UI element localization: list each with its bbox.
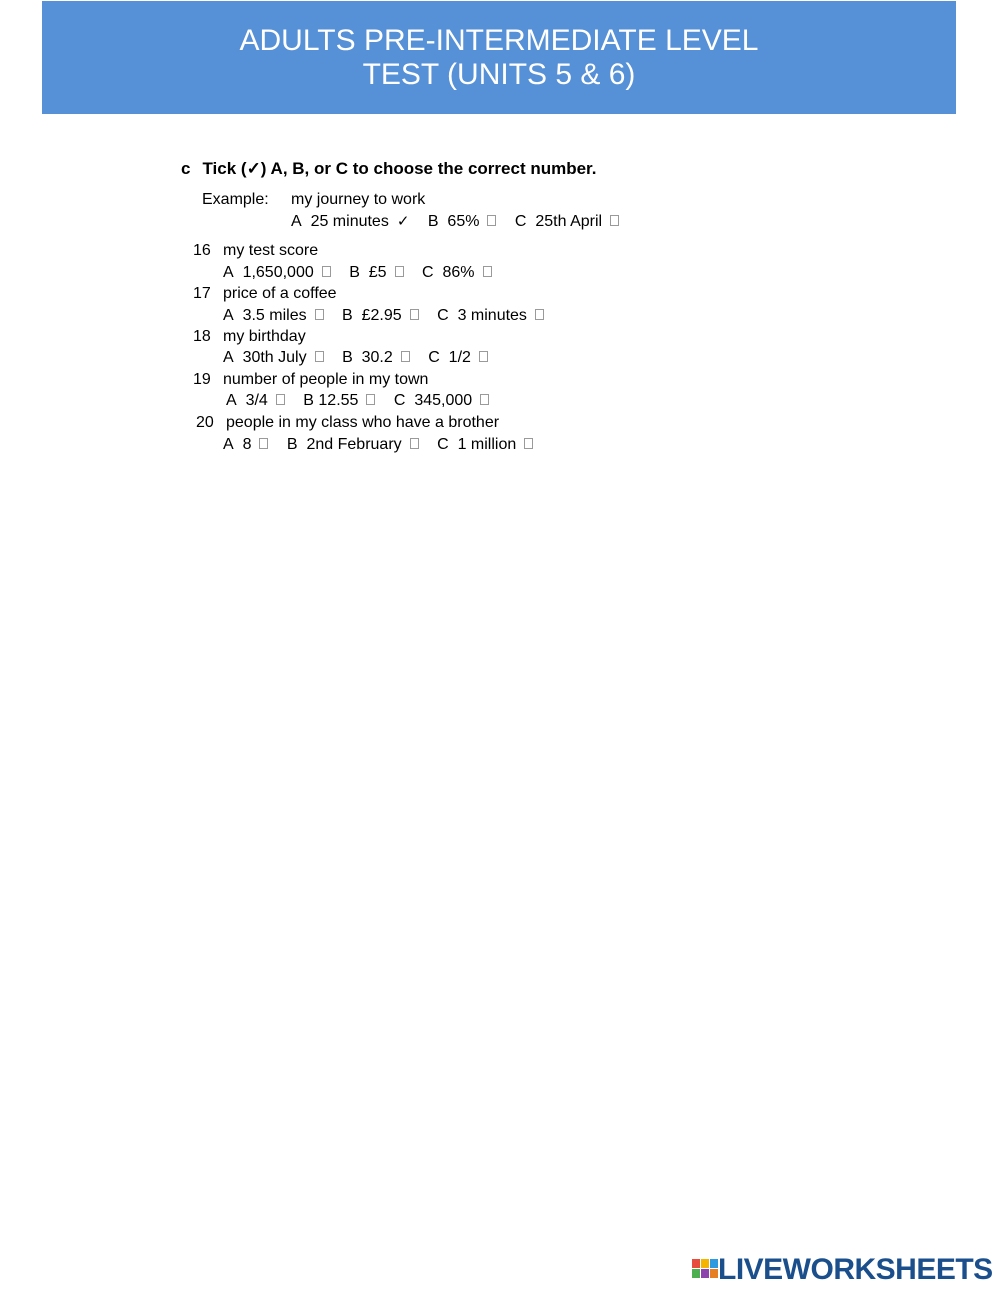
option-c: [437, 435, 533, 455]
question-19-options: [226, 391, 503, 411]
logo-blocks-icon: [692, 1259, 718, 1281]
checkbox[interactable]: [315, 309, 324, 320]
option-letter: C: [422, 264, 434, 281]
checkbox[interactable]: [410, 309, 419, 320]
question-18: [193, 327, 306, 347]
question-prompt: number of people in my town: [223, 371, 429, 388]
checkbox[interactable]: [535, 309, 544, 320]
question-16-options: [223, 263, 506, 283]
option-letter: B: [342, 307, 353, 324]
logo-block: [710, 1259, 718, 1268]
logo-block: [692, 1259, 700, 1268]
question-number: 19: [193, 371, 211, 388]
option-letter: C: [428, 349, 440, 366]
option-a: [223, 435, 268, 455]
option-text: 2nd February: [306, 436, 402, 453]
option-text: 345,000: [414, 392, 473, 409]
question-prompt: my test score: [223, 242, 319, 259]
option-text: 8: [242, 436, 252, 453]
option-text: 30.2: [361, 349, 393, 366]
instruction-text: Tick (✓) A, B, or C to choose the correct number.: [202, 159, 597, 178]
option-letter: A: [223, 307, 234, 324]
question-prompt: price of a coffee: [223, 285, 337, 302]
example-prompt: my journey to work: [291, 191, 426, 208]
checkbox[interactable]: [259, 438, 268, 449]
example-option-b: [428, 212, 497, 232]
question-prompt: people in my class who have a brother: [226, 414, 500, 431]
option-text: 3.5 miles: [242, 307, 307, 324]
option-a: [223, 348, 324, 368]
logo-block: [692, 1269, 700, 1278]
checkbox[interactable]: [401, 351, 410, 362]
option-letter: C: [393, 392, 406, 409]
option-text: 30th July: [242, 349, 307, 366]
question-18-options: [223, 348, 502, 368]
question-16: [193, 241, 318, 261]
option-letter: B: [427, 213, 439, 230]
example-row: [202, 190, 425, 210]
option-letter: B: [342, 349, 353, 366]
option-b: [287, 435, 419, 455]
option-text: 1,650,000: [242, 264, 314, 281]
option-letter: A: [226, 392, 237, 409]
question-17: [193, 284, 337, 304]
option-b: [342, 348, 410, 368]
checkbox[interactable]: [487, 215, 496, 226]
exercise-instruction: [181, 159, 596, 179]
example-options: [291, 212, 633, 232]
logo-text: LIVEWORKSHEETS: [718, 1253, 993, 1286]
checkbox[interactable]: [322, 266, 331, 277]
checkbox[interactable]: [610, 215, 619, 226]
option-text: 1/2: [448, 349, 471, 366]
option-b: [342, 306, 419, 326]
option-text: 3/4: [245, 392, 268, 409]
option-letter: B: [349, 264, 360, 281]
checkbox[interactable]: [480, 394, 489, 405]
question-number: 20: [196, 414, 214, 431]
option-a: [223, 306, 324, 326]
option-text: 86%: [442, 264, 475, 281]
option-text: 3 minutes: [457, 307, 527, 324]
option-c: [428, 348, 488, 368]
option-b: [303, 391, 375, 411]
question-20: [196, 413, 499, 433]
option-letter: A: [291, 213, 302, 230]
option-letter: A: [223, 349, 234, 366]
option-text: 1 million: [457, 436, 517, 453]
checkbox[interactable]: [315, 351, 324, 362]
question-number: 17: [193, 285, 211, 302]
exercise-letter: c: [181, 159, 191, 178]
option-letter: C: [437, 307, 449, 324]
option-letter: B: [303, 392, 314, 409]
option-c: [394, 391, 489, 411]
option-text: 25 minutes: [310, 213, 389, 230]
question-number: 16: [193, 242, 211, 259]
question-prompt: my birthday: [223, 328, 306, 345]
option-letter: B: [286, 436, 298, 453]
page-title-line1: ADULTS PRE-INTERMEDIATE LEVEL: [239, 24, 759, 57]
checkbox[interactable]: [483, 266, 492, 277]
option-c: [422, 263, 491, 283]
checkbox[interactable]: [410, 438, 419, 449]
logo-block: [701, 1269, 709, 1278]
option-letter: A: [223, 436, 234, 453]
question-19: [193, 370, 428, 390]
logo-block: [701, 1259, 709, 1268]
option-a: [223, 263, 331, 283]
option-text: 65%: [447, 213, 480, 230]
example-option-a: [291, 212, 409, 232]
option-text: 25th April: [535, 213, 603, 230]
option-b: [349, 263, 403, 283]
checkbox[interactable]: [366, 394, 375, 405]
option-c: [437, 306, 544, 326]
example-label: Example:: [202, 191, 269, 208]
option-a: [226, 391, 285, 411]
question-17-options: [223, 306, 558, 326]
option-text: £2.95: [361, 307, 402, 324]
title-banner: [42, 1, 956, 114]
question-20-options: [223, 435, 547, 455]
option-letter: C: [514, 213, 527, 230]
example-option-c: [515, 212, 619, 232]
question-number: 18: [193, 328, 211, 345]
checkbox[interactable]: [524, 438, 533, 449]
checkbox[interactable]: [395, 266, 404, 277]
tick-icon: ✓: [396, 213, 410, 230]
logo-block: [710, 1269, 718, 1278]
page-title-line2: TEST (UNITS 5 & 6): [362, 58, 636, 91]
checkbox[interactable]: [479, 351, 488, 362]
option-letter: A: [223, 264, 234, 281]
option-text: 12.55: [318, 392, 359, 409]
option-text: £5: [368, 264, 387, 281]
checkbox[interactable]: [276, 394, 285, 405]
option-letter: C: [437, 436, 449, 453]
